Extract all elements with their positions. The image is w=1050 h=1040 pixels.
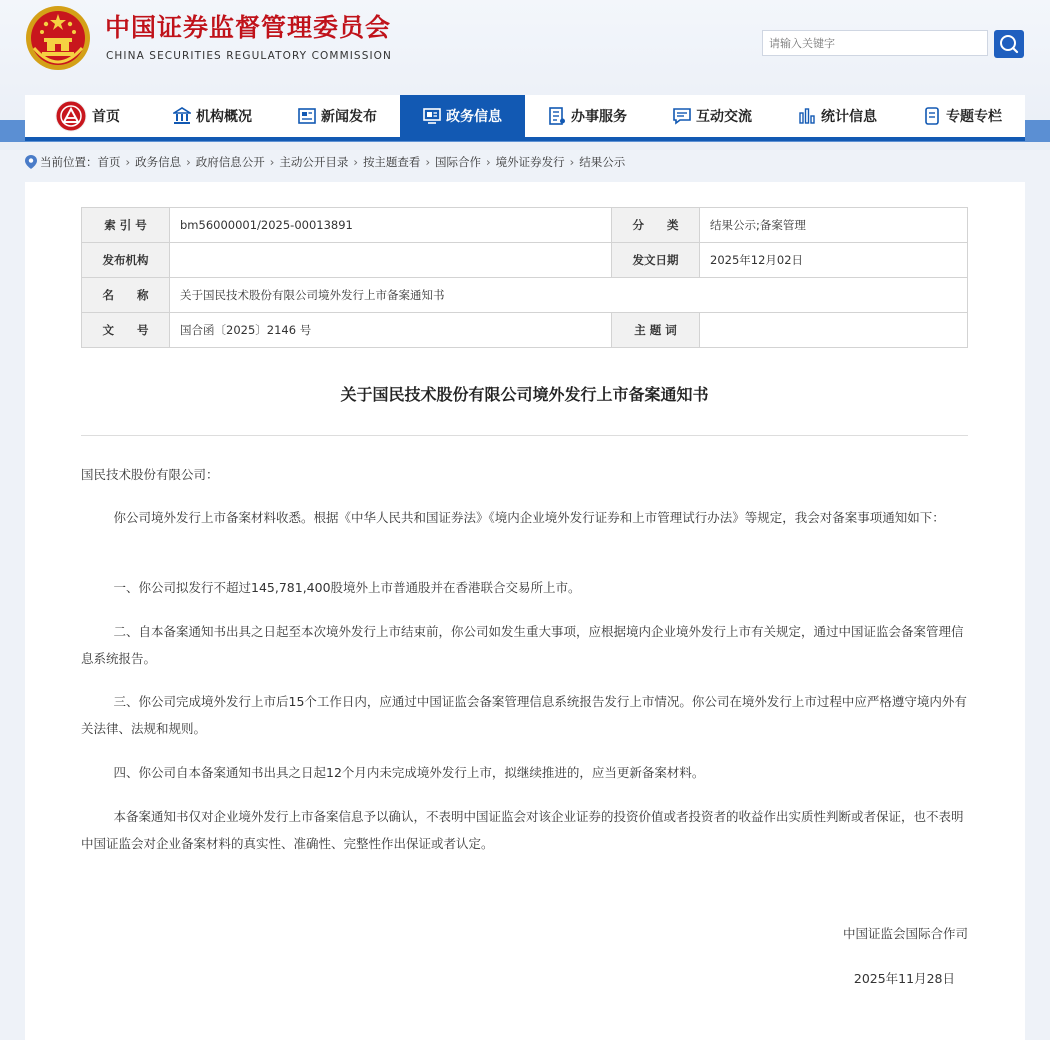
table-row bbox=[82, 313, 968, 348]
location-pin-icon bbox=[25, 155, 37, 169]
document-paragraph bbox=[81, 574, 968, 601]
form-icon bbox=[548, 107, 566, 125]
nav-label: 新闻发布 bbox=[321, 109, 377, 125]
nav-label: 办事服务 bbox=[571, 109, 627, 125]
meta-label: 发布机构 bbox=[82, 243, 170, 278]
document-paragraph bbox=[81, 618, 968, 672]
search-button[interactable] bbox=[994, 30, 1024, 58]
national-emblem[interactable] bbox=[24, 4, 92, 72]
breadcrumb-item[interactable]: 政府信息公开 bbox=[195, 155, 265, 169]
breadcrumb-item[interactable]: 主动公开目录 bbox=[279, 155, 349, 169]
search-box bbox=[762, 30, 1024, 58]
breadcrumb-separator: › bbox=[425, 155, 431, 169]
breadcrumb-item[interactable]: 首页 bbox=[97, 155, 121, 169]
org-name-en: CHINA SECURITIES REGULATORY COMMISSION bbox=[106, 50, 392, 62]
org-name-cn[interactable]: 中国证券监督管理委员会 bbox=[105, 13, 392, 42]
breadcrumb-item[interactable]: 国际合作 bbox=[435, 155, 482, 169]
meta-keyword-value bbox=[700, 313, 968, 348]
breadcrumb-item[interactable]: 结果公示 bbox=[579, 155, 626, 169]
meta-category-value: 结果公示;备案管理 bbox=[700, 208, 968, 243]
bar-chart-icon bbox=[798, 107, 816, 125]
breadcrumb bbox=[25, 152, 625, 172]
meta-label: 分 类 bbox=[612, 208, 700, 243]
breadcrumb-item[interactable]: 政务信息 bbox=[135, 155, 182, 169]
meta-label: 发文日期 bbox=[612, 243, 700, 278]
breadcrumb-separator: › bbox=[486, 155, 491, 169]
meta-index-value: bm56000001/2025-00013891 bbox=[170, 208, 612, 243]
paragraph-text: 你公司境外发行上市备案材料收悉。根据《中华人民共和国证券法》《境内企业境外发行证券和上市管理试行办法》等规定，我会对备案事项通知如下： bbox=[113, 510, 945, 525]
newspaper-icon bbox=[298, 107, 316, 125]
document-meta-table bbox=[81, 207, 968, 348]
nav-item-topics[interactable] bbox=[900, 95, 1025, 137]
nav-item-interaction[interactable] bbox=[650, 95, 775, 137]
meta-docno-value: 国合函〔2025〕2146 号 bbox=[170, 313, 612, 348]
document-paragraph bbox=[81, 504, 968, 531]
paragraph-text: 一、你公司拟发行不超过145,781,400股境外上市普通股并在香港联合交易所上市。 bbox=[113, 580, 581, 595]
salutation: 国民技术股份有限公司： bbox=[81, 467, 219, 482]
breadcrumb-separator: › bbox=[125, 155, 131, 169]
breadcrumb-item[interactable]: 境外证券发行 bbox=[495, 155, 565, 169]
nav-label: 政务信息 bbox=[446, 109, 502, 125]
nav-label: 统计信息 bbox=[821, 109, 877, 125]
search-input[interactable] bbox=[762, 30, 988, 56]
main-nav bbox=[25, 95, 1025, 141]
document-paragraph bbox=[81, 688, 968, 742]
breadcrumb-prefix: 当前位置： bbox=[40, 155, 98, 169]
nav-label: 机构概况 bbox=[196, 109, 252, 125]
document-icon bbox=[923, 107, 941, 125]
search-icon bbox=[994, 30, 1024, 58]
building-icon bbox=[173, 107, 191, 125]
paragraph-text: 二、自本备案通知书出具之日起至本次境外发行上市结束前，你公司如发生重大事项，应根据境内企业境外发行上市有关规定，通过中国证监会备案管理信息系统报告。 bbox=[81, 624, 964, 666]
meta-label: 主 题 词 bbox=[612, 313, 700, 348]
table-row bbox=[82, 208, 968, 243]
meta-name-value: 关于国民技术股份有限公司境外发行上市备案通知书 bbox=[170, 278, 968, 313]
content-panel bbox=[25, 182, 1025, 1040]
paragraph-text: 三、你公司完成境外发行上市后15个工作日内，应通过中国证监会备案管理信息系统报告发行上市情况。你公司在境外发行上市过程中应严格遵守境内外有关法律、法规和规则。 bbox=[81, 694, 967, 736]
document-title: 关于国民技术股份有限公司境外发行上市备案通知书 bbox=[340, 385, 709, 404]
chat-icon bbox=[673, 107, 691, 125]
monitor-icon bbox=[423, 107, 441, 125]
breadcrumb-separator: › bbox=[269, 155, 275, 169]
breadcrumb-separator: › bbox=[569, 155, 575, 169]
breadcrumb-separator: › bbox=[186, 155, 191, 169]
nav-item-services[interactable] bbox=[525, 95, 650, 137]
table-row bbox=[82, 278, 968, 313]
breadcrumb-separator: › bbox=[353, 155, 358, 169]
nav-label: 互动交流 bbox=[696, 109, 752, 125]
nav-item-statistics[interactable] bbox=[775, 95, 900, 137]
csrc-logo-icon bbox=[55, 100, 87, 132]
nav-item-gov-info[interactable] bbox=[400, 95, 525, 137]
meta-label: 名 称 bbox=[82, 278, 170, 313]
nav-label: 专题专栏 bbox=[946, 109, 1002, 125]
meta-label: 索 引 号 bbox=[82, 208, 170, 243]
meta-date-value: 2025年12月02日 bbox=[700, 243, 968, 278]
nav-item-home[interactable] bbox=[25, 95, 150, 137]
document-paragraph bbox=[81, 759, 968, 786]
divider bbox=[81, 435, 968, 436]
paragraph-text: 本备案通知书仅对企业境外发行上市备案信息予以确认，不表明中国证监会对该企业证券的投资价值或者投资者的收益作出实质性判断或者保证，也不表明中国证监会对企业备案材料的真实性、准确性、完整性作出保证或者认定。 bbox=[81, 809, 964, 851]
table-row bbox=[82, 243, 968, 278]
meta-label: 文 号 bbox=[82, 313, 170, 348]
issuer-signature: 中国证监会国际合作司 bbox=[842, 926, 968, 941]
nav-item-about[interactable] bbox=[150, 95, 275, 137]
nav-label: 首页 bbox=[92, 109, 120, 125]
breadcrumb-item[interactable]: 按主题查看 bbox=[362, 155, 421, 169]
document-paragraph bbox=[81, 803, 968, 857]
sign-date: 2025年11月28日 bbox=[853, 971, 955, 986]
meta-publisher-value bbox=[170, 243, 612, 278]
nav-item-news[interactable] bbox=[275, 95, 400, 137]
paragraph-text: 四、你公司自本备案通知书出具之日起12个月内未完成境外发行上市，拟继续推进的，应当更新备案材料。 bbox=[113, 765, 705, 780]
